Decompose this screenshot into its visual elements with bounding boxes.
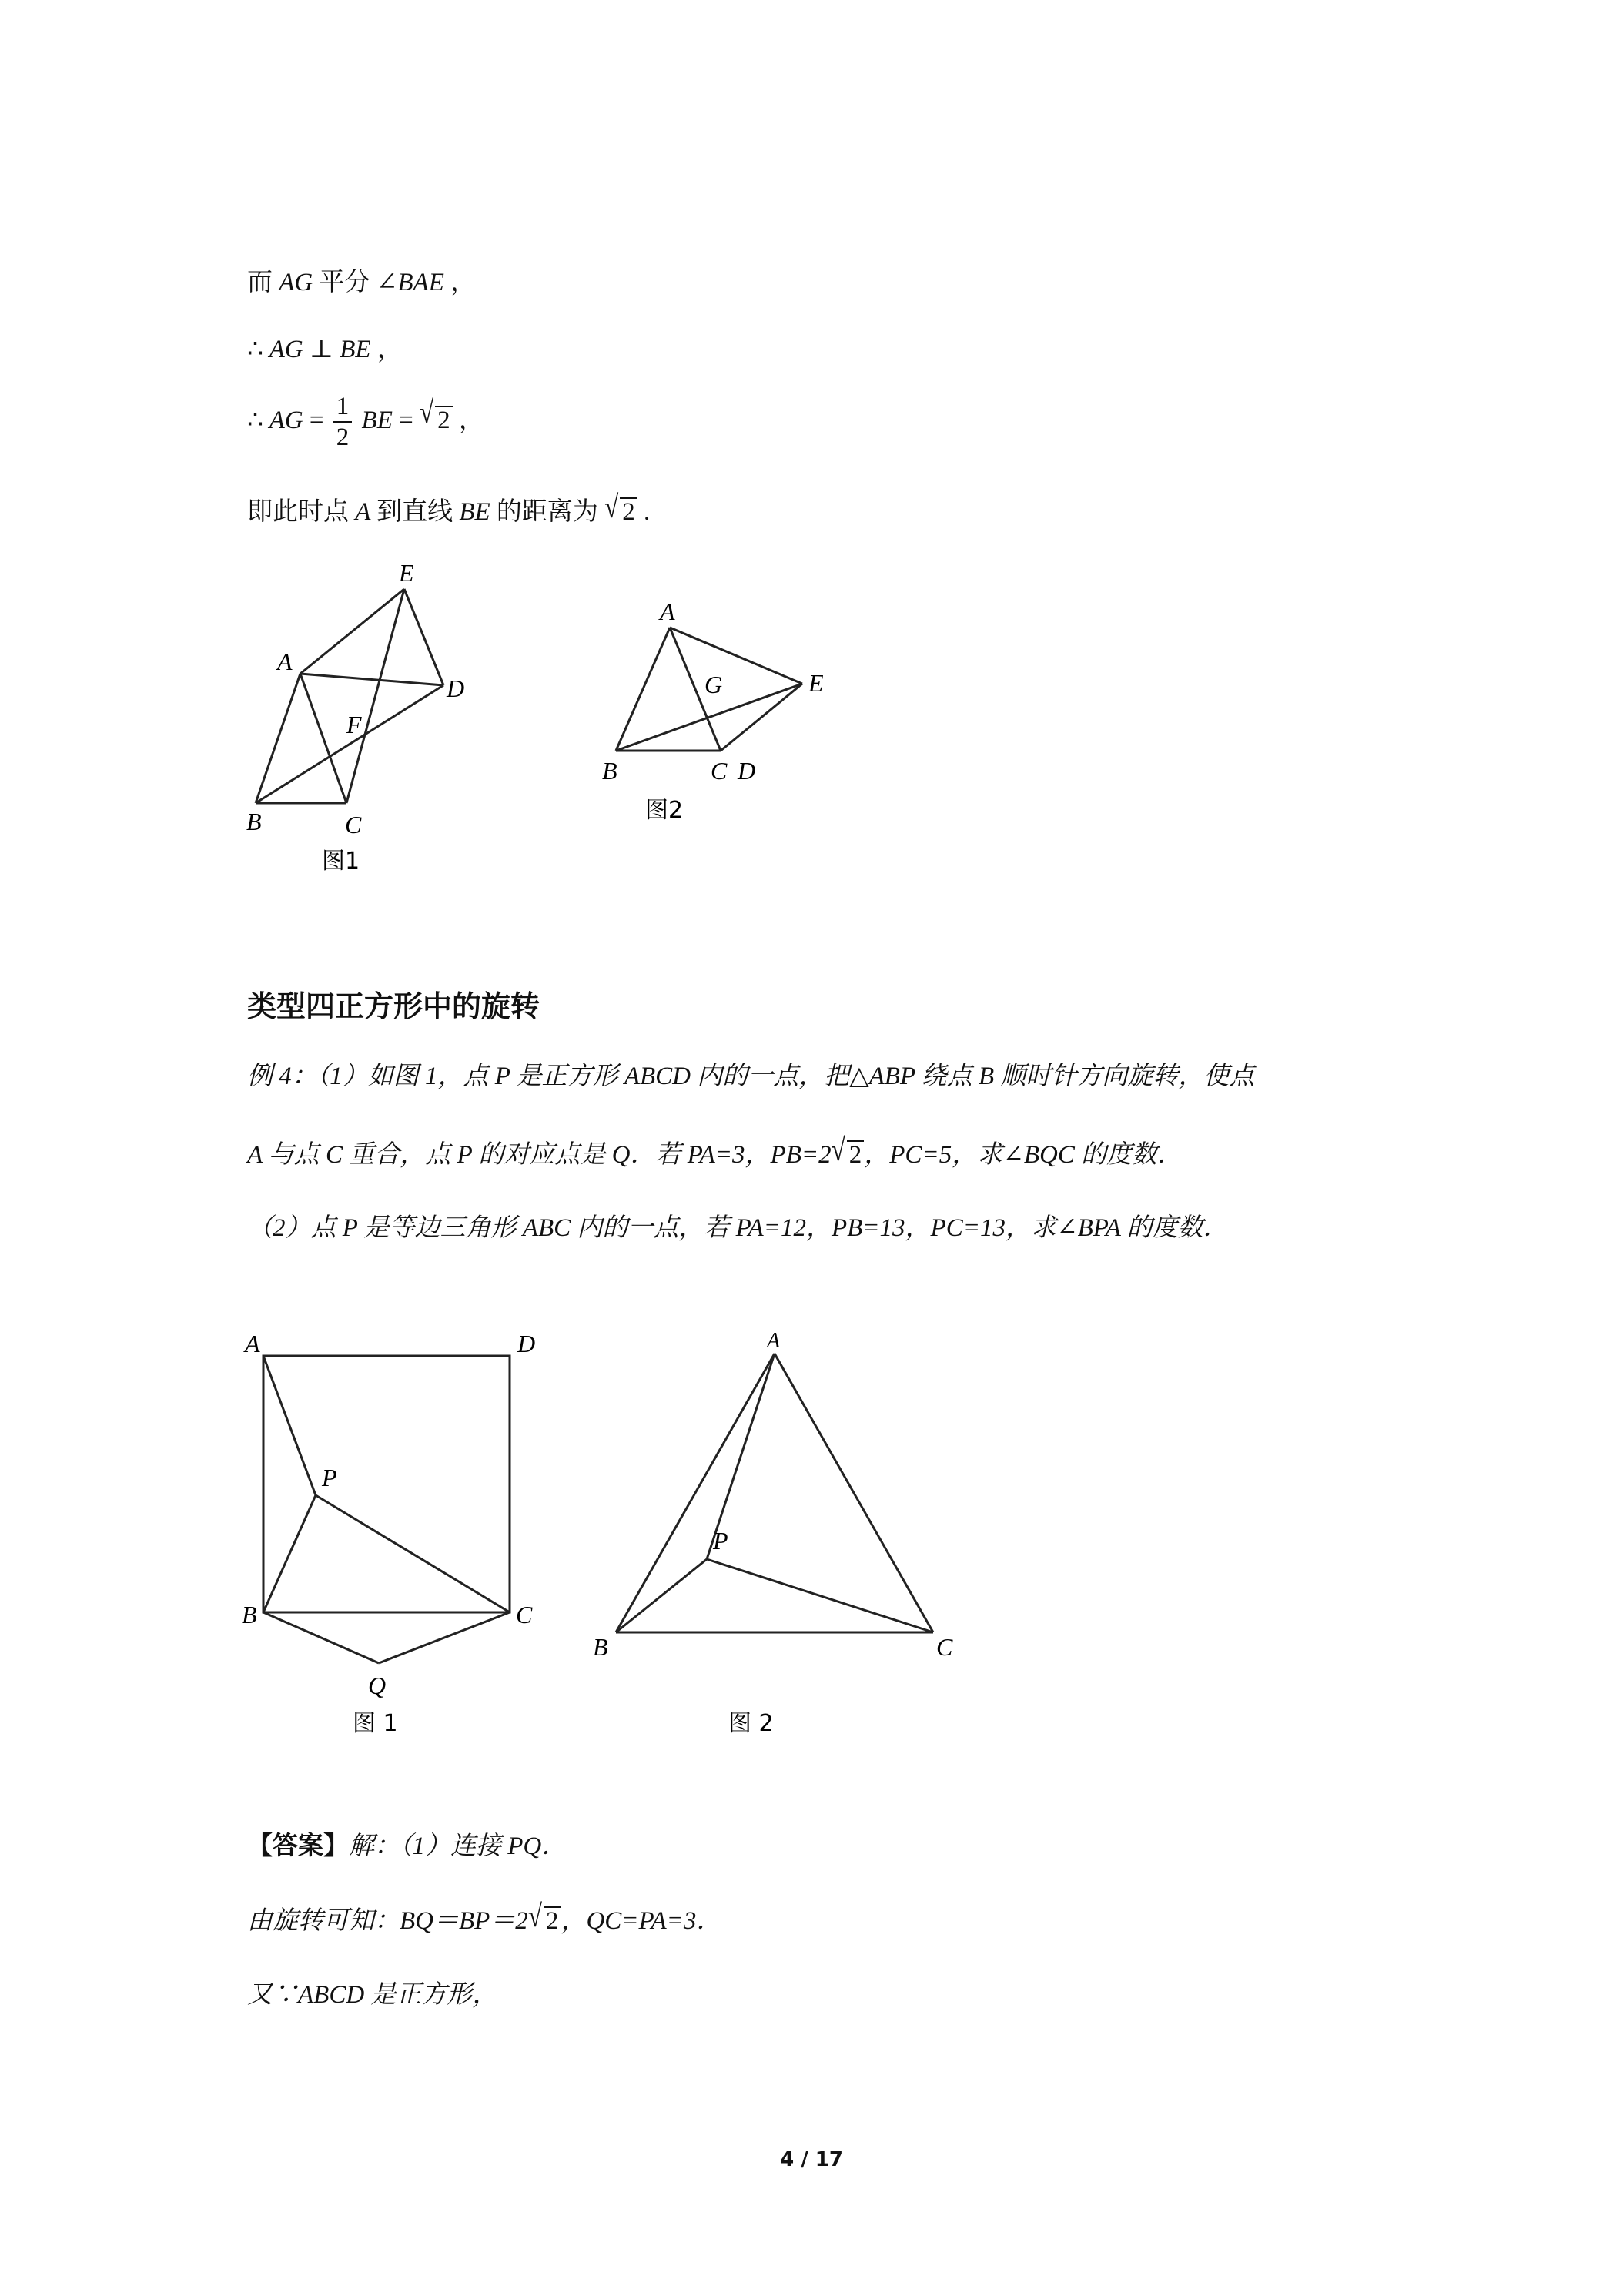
segment-ag: AG: [269, 336, 303, 363]
numerator: 1: [333, 392, 353, 423]
label-a: A: [277, 648, 293, 675]
segment-be: BE: [340, 336, 371, 363]
figure-mid-1: [231, 1324, 554, 1740]
segment-pc: [316, 1495, 510, 1612]
radical-sign: √: [604, 490, 619, 525]
label-b: B: [602, 757, 617, 785]
denominator: 2: [336, 423, 350, 452]
sqrt-two: [420, 391, 453, 450]
answer-text: 解：（1）连接 PQ．: [349, 1832, 567, 1860]
proof-line-2: [247, 333, 403, 366]
segment-ap: [263, 1356, 316, 1495]
answer-tag: 【答案】: [247, 1830, 349, 1860]
example-line-3: [247, 1211, 1229, 1245]
perpendicular-symbol: ⊥: [309, 336, 333, 363]
radical-sign: √: [419, 396, 434, 430]
label-d: D: [517, 1330, 536, 1357]
punct: ，: [450, 269, 477, 296]
example-text: （2）点 P 是等边三角形 ABC 内的一点，若 PA=12，PB=13，PC=13，求∠BPA 的度数．: [247, 1214, 1229, 1242]
radicand: 2: [620, 497, 637, 525]
edge-bd: [256, 685, 443, 803]
punct: .: [644, 498, 651, 526]
example-line-2: [247, 1133, 1183, 1172]
radical-sign: √: [527, 1899, 542, 1934]
example-text: 例 4：（1）如图 1，点 P 是正方形 ABCD 内的一点，把△ABP 绕点 B 顺时针方向旋转，使点: [247, 1063, 1255, 1090]
segment-be: BE: [361, 407, 393, 434]
radical-sign: √: [831, 1133, 845, 1168]
proof-line-1: [247, 266, 476, 300]
segment-bq: [263, 1612, 379, 1663]
radicand: 2: [544, 1906, 561, 1934]
answer-line-1: [247, 1829, 567, 1863]
label-d: D: [447, 674, 465, 702]
edge-ac: [775, 1354, 933, 1632]
answer-line-2: [247, 1899, 722, 1938]
page-number: 4 / 17: [780, 2148, 843, 2171]
example-line-1: [247, 1059, 1254, 1093]
label-p: P: [322, 1464, 337, 1491]
text: 平分: [319, 269, 370, 296]
angle-bae: ∠BAE: [376, 269, 444, 296]
label-g: G: [704, 671, 723, 698]
figure-caption: 图 2: [728, 1710, 774, 1737]
figure-top-2: [585, 585, 847, 839]
answer-text: ，QC=PA=3．: [561, 1907, 722, 1935]
equals: =: [399, 407, 413, 434]
figure-caption: 图 1: [353, 1710, 398, 1737]
label-e: E: [399, 559, 414, 587]
label-a: A: [245, 1330, 260, 1357]
edge-ad: [300, 674, 443, 685]
label-b: B: [242, 1601, 257, 1628]
figure-caption: 图2: [645, 797, 684, 824]
section-heading: 类型四正方形中的旋转: [247, 989, 540, 1023]
sqrt-two: [831, 1133, 865, 1172]
text: 即此时点: [247, 498, 349, 526]
label-a: A: [767, 1329, 781, 1353]
therefore-symbol: ∴: [247, 407, 263, 434]
sqrt-two: [527, 1899, 561, 1938]
radicand: 2: [435, 406, 453, 433]
label-e: E: [808, 669, 824, 697]
label-c: C: [711, 757, 728, 785]
answer-text: 又∵ABCD 是正方形，: [247, 1981, 498, 2009]
segment-pc: [707, 1559, 933, 1632]
segment-bp: [263, 1495, 316, 1612]
equals: =: [309, 407, 324, 434]
edge-ab: [616, 628, 670, 751]
edge-ae: [300, 589, 404, 674]
label-p: P: [713, 1527, 728, 1555]
answer-line-3: [247, 1978, 497, 2012]
edge-ab: [256, 674, 300, 803]
label-d: D: [738, 757, 756, 785]
segment-be: BE: [459, 498, 490, 526]
text: 的距离为: [496, 498, 598, 526]
proof-line-3: [247, 391, 484, 452]
point-a: A: [355, 498, 370, 526]
edge-ac: [300, 674, 346, 803]
figure-caption: 图1: [322, 848, 360, 875]
label-b: B: [593, 1633, 608, 1661]
segment-qc: [379, 1612, 510, 1663]
figure-top-1: [231, 554, 493, 878]
label-c: C: [345, 811, 362, 838]
segment-bp: [616, 1559, 707, 1632]
label-c: C: [516, 1601, 533, 1628]
edge-ed: [404, 589, 443, 685]
segment-ag: AG: [269, 407, 303, 434]
label-q: Q: [368, 1672, 387, 1699]
edge-ab: [616, 1354, 775, 1632]
text: 而: [247, 269, 273, 296]
figure-mid-2: [585, 1324, 970, 1740]
square-abcd: [263, 1356, 510, 1612]
label-c: C: [936, 1633, 953, 1661]
example-text: A 与点 C 重合，点 P 的对应点是 Q．若 PA=3，PB=2: [247, 1141, 832, 1169]
radicand: 2: [847, 1140, 865, 1168]
sqrt-two: [604, 490, 637, 529]
answer-text: 由旋转可知：BQ＝BP＝2: [247, 1907, 528, 1935]
therefore-symbol: ∴: [247, 336, 263, 363]
label-f: F: [346, 711, 362, 738]
label-a: A: [660, 597, 675, 625]
proof-line-4: [247, 490, 651, 529]
punct: ，: [458, 407, 484, 434]
edge-ec: [346, 589, 404, 803]
segment-ag: AG: [279, 269, 313, 296]
fraction-one-half: [333, 392, 353, 452]
text: 到直线: [376, 498, 453, 526]
punct: ，: [376, 336, 403, 363]
label-b: B: [246, 808, 262, 835]
edge-ce: [721, 684, 802, 751]
example-text: ，PC=5，求∠BQC 的度数．: [864, 1141, 1183, 1169]
